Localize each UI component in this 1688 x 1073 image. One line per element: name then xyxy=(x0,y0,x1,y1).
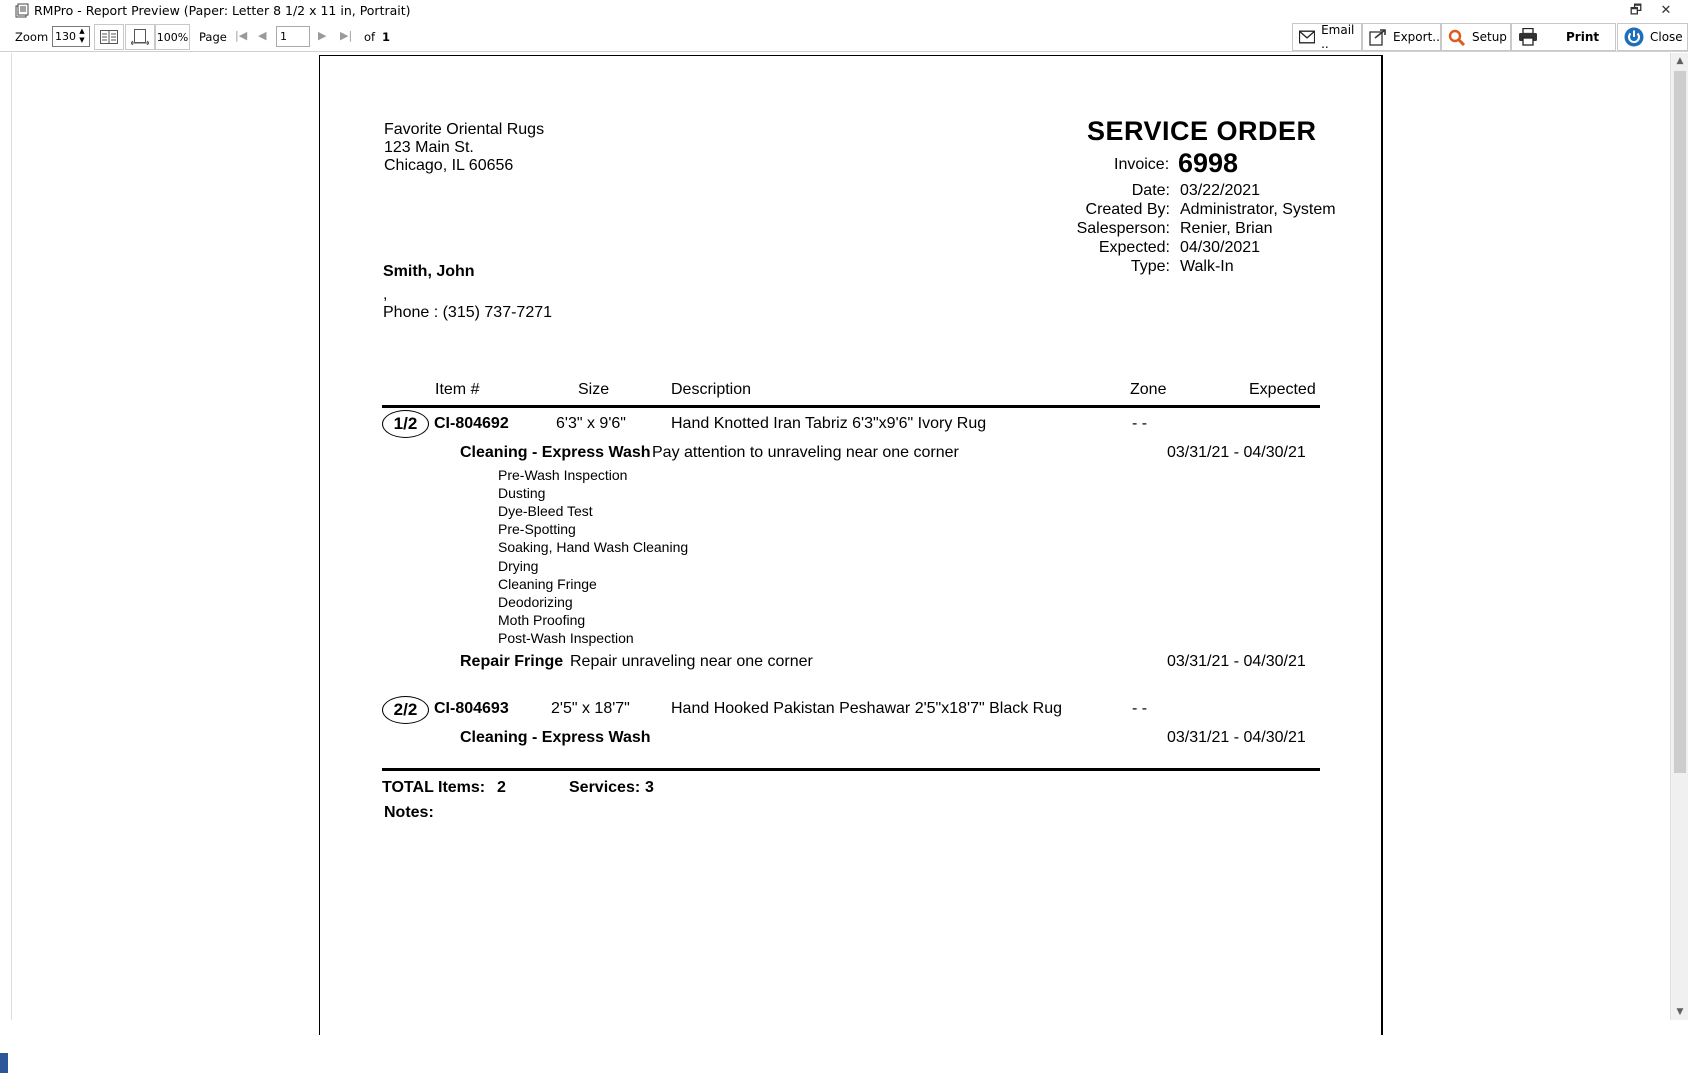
power-icon xyxy=(1624,27,1644,47)
zoom-100-button[interactable]: 100% xyxy=(155,24,190,50)
item-zone: - - xyxy=(1132,415,1148,432)
next-page-icon[interactable]: ▶ xyxy=(318,29,327,42)
created-by-value: Administrator, System xyxy=(1180,201,1336,218)
total-pages: 1 xyxy=(382,30,391,44)
scroll-down-icon[interactable]: ▼ xyxy=(1676,1007,1684,1017)
service-name: Cleaning - Express Wash xyxy=(460,444,651,461)
company-address-line2: Chicago, IL 60656 xyxy=(384,157,514,174)
printer-icon xyxy=(1518,28,1538,46)
vertical-scrollbar[interactable] xyxy=(1670,53,1688,1020)
service-expected: 03/31/21 - 04/30/21 xyxy=(1167,653,1306,670)
item-number: CI-804692 xyxy=(434,415,509,432)
column-header-size: Size xyxy=(578,381,610,398)
close-window-button[interactable]: ✕ xyxy=(1660,3,1672,18)
app-icon xyxy=(14,3,30,19)
email-button[interactable] xyxy=(1292,23,1362,51)
service-expected: 03/31/21 - 04/30/21 xyxy=(1167,444,1306,461)
type-value: Walk-In xyxy=(1180,258,1234,275)
service-step: Moth Proofing xyxy=(498,612,586,628)
service-note: Repair unraveling near one corner xyxy=(570,653,813,670)
setup-button[interactable] xyxy=(1441,23,1511,51)
title-bar xyxy=(0,0,1688,22)
item-size: 6'3" x 9'6" xyxy=(556,415,626,432)
salesperson-label: Salesperson: xyxy=(1076,220,1170,237)
close-button-label: Close xyxy=(1650,30,1683,44)
setup-button-label: Setup xyxy=(1472,30,1507,44)
setup-icon xyxy=(1448,28,1466,46)
column-header-zone: Zone xyxy=(1130,381,1167,398)
item-size: 2'5" x 18'7" xyxy=(551,700,630,717)
total-items-value: 2 xyxy=(497,779,506,796)
total-items-label: TOTAL Items: xyxy=(382,779,486,796)
page-layout-icon xyxy=(100,30,118,44)
header-divider xyxy=(382,405,1320,408)
print-button-label: Print xyxy=(1566,30,1600,44)
service-step: Pre-Wash Inspection xyxy=(498,467,628,483)
service-step: Dye-Bleed Test xyxy=(498,503,593,519)
created-by-label: Created By: xyxy=(1085,201,1170,218)
item-badge: 1/2 xyxy=(382,410,429,438)
service-step: Deodorizing xyxy=(498,594,573,610)
column-header-expected: Expected xyxy=(1249,381,1316,398)
item-badge: 2/2 xyxy=(382,696,429,724)
totals-divider xyxy=(382,768,1320,771)
column-header-item: Item # xyxy=(435,381,480,398)
company-address-line1: 123 Main St. xyxy=(384,139,474,156)
previous-page-icon[interactable]: ◀ xyxy=(258,29,267,42)
company-name: Favorite Oriental Rugs xyxy=(384,121,545,138)
service-expected: 03/31/21 - 04/30/21 xyxy=(1167,729,1306,746)
report-title: SERVICE ORDER xyxy=(1087,116,1317,146)
scrollbar-thumb[interactable] xyxy=(1674,71,1686,773)
service-step: Cleaning Fringe xyxy=(498,576,597,592)
column-header-description: Description xyxy=(671,381,752,398)
item-zone: - - xyxy=(1132,700,1148,717)
date-label: Date: xyxy=(1131,182,1170,199)
service-step: Drying xyxy=(498,558,539,574)
expected-value: 04/30/2021 xyxy=(1180,239,1261,256)
restore-window-button[interactable]: 🗗 xyxy=(1629,3,1643,18)
two-page-view-button[interactable] xyxy=(94,24,124,50)
export-button-label: Export.. xyxy=(1393,30,1440,44)
customer-name: Smith, John xyxy=(383,263,475,280)
item-description: Hand Hooked Pakistan Peshawar 2'5"x18'7" Black Rug xyxy=(671,700,1063,717)
notes-label: Notes: xyxy=(384,804,434,821)
last-page-icon[interactable]: ▶| xyxy=(340,29,353,42)
service-step: Dusting xyxy=(498,485,546,501)
service-name: Repair Fringe xyxy=(460,653,564,670)
left-panel-edge xyxy=(0,53,12,1020)
zoom-stepper[interactable]: ▲ ▼ xyxy=(79,27,85,44)
print-button[interactable] xyxy=(1511,23,1616,51)
type-label: Type: xyxy=(1130,258,1170,275)
zoom-label: Zoom xyxy=(15,30,49,44)
page-width-button[interactable] xyxy=(125,24,155,50)
service-name: Cleaning - Express Wash xyxy=(460,729,651,746)
first-page-icon[interactable]: |◀ xyxy=(235,29,248,42)
date-value: 03/22/2021 xyxy=(1180,182,1261,199)
invoice-number: 6998 xyxy=(1178,148,1239,178)
scroll-up-icon[interactable]: ▲ xyxy=(1676,56,1684,66)
service-step: Pre-Spotting xyxy=(498,521,576,537)
zoom-input[interactable]: 130 xyxy=(52,26,90,47)
page-width-icon xyxy=(131,29,149,45)
report-page xyxy=(319,55,1383,1035)
customer-address: , xyxy=(383,286,388,303)
item-number: CI-804693 xyxy=(434,700,509,717)
invoice-label: Invoice: xyxy=(1114,156,1170,173)
export-icon xyxy=(1369,28,1387,46)
window-title: RMPro - Report Preview (Paper: Letter 8 1/2 x 11 in, Portrait) xyxy=(34,3,411,18)
email-button-label: Email .. xyxy=(1321,23,1355,51)
expected-label: Expected: xyxy=(1098,239,1170,256)
total-services-value: 3 xyxy=(645,779,654,796)
export-button[interactable] xyxy=(1362,23,1441,51)
page-number-input[interactable]: 1 xyxy=(276,26,310,47)
email-icon xyxy=(1299,30,1315,44)
salesperson-value: Renier, Brian xyxy=(1180,220,1273,237)
service-step: Post-Wash Inspection xyxy=(498,630,634,646)
item-description: Hand Knotted Iran Tabriz 6'3"x9'6" Ivory Rug xyxy=(671,415,987,432)
customer-phone: Phone : (315) 737-7271 xyxy=(383,304,553,321)
of-label: of xyxy=(364,30,376,44)
service-step: Soaking, Hand Wash Cleaning xyxy=(498,539,689,555)
total-services-label: Services: xyxy=(569,779,641,796)
page-label: Page xyxy=(199,30,227,44)
toolbar xyxy=(0,22,1688,52)
close-button[interactable] xyxy=(1617,23,1688,51)
service-note: Pay attention to unraveling near one corner xyxy=(652,444,959,461)
